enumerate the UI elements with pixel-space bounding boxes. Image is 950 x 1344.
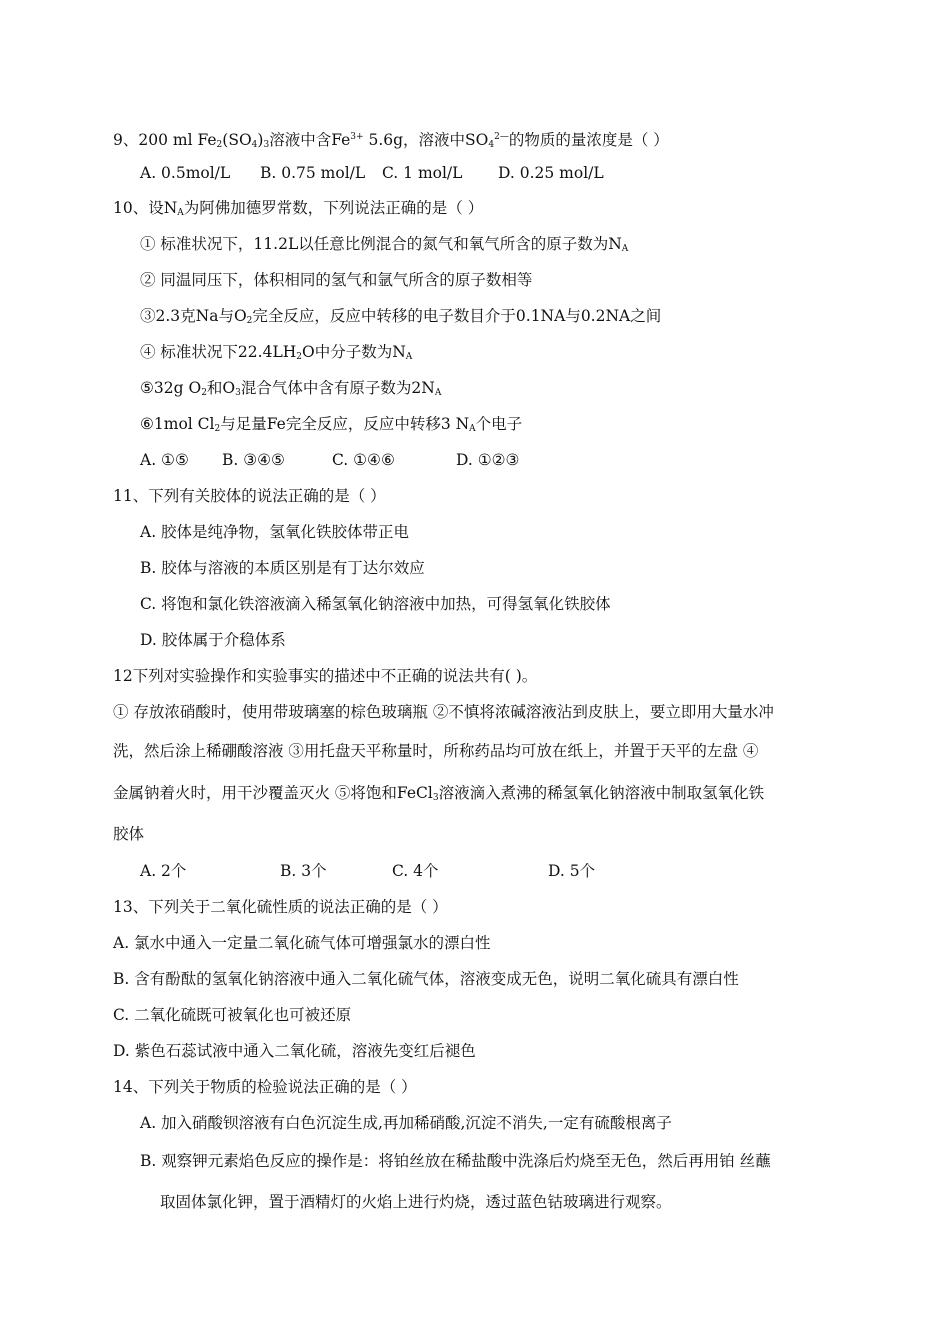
q11-option-d: D. 胶体属于介稳体系 [140,631,286,649]
q10-statement-4: ④ 标准状况下$22.4LH_2O$中分子数为$N_A$ [140,343,413,362]
q12-paragraph-line-4: 胶体 [113,825,145,843]
q12-stem: 12下列对实验操作和实验事实的描述中不正确的说法共有( )。 [113,667,538,685]
q11-option-c: C. 将饱和氯化铁溶液滴入稀氢氧化钠溶液中加热，可得氢氧化铁胶体 [140,595,611,613]
q10-statement-5: ⑤32g $O_2$和$O_3$混合气体中含有原子数为$2N_A$ [140,379,442,398]
q10-stem: 10、设$N_A$为阿佛加德罗常数，下列说法正确的是（ ） [113,199,484,218]
q12-option-a: A. 2个 [140,862,187,880]
q9-option-d: D. 0.25 mol/L [498,164,604,182]
q12-option-d: D. 5个 [548,862,596,880]
q13-option-d: D. 紫色石蕊试液中通入二氧化硫，溶液先变红后褪色 [113,1042,476,1060]
q9-option-b: B. 0.75 mol/L [260,164,366,182]
q9-options [140,163,604,183]
q10-option-a: A. ①⑤ [140,451,189,469]
q10-options [140,450,519,470]
q10-statement-3: ③2.3克Na与$O_2$完全反应，反应中转移的电子数目介于0.1NA与0.2NA之间 [140,307,662,326]
q10-option-c: C. ①④⑥ [332,451,395,469]
q11-stem: 11、下列有关胶体的说法正确的是（ ） [113,487,386,505]
q14-option-b-line-1: B. 观察钾元素焰色反应的操作是：将铂丝放在稀盐酸中洗涤后灼烧至无色，然后再用铂 丝蘸 [140,1152,771,1170]
q9-option-c: C. 1 mol/L [382,164,463,182]
q9-stem: 9、200 ml $Fe_2(SO_4)_3$溶液中含$Fe^{3+}$ 5.6g，溶液中$SO_4^{2—}$的物质的量浓度是（ ） [113,131,669,150]
q10-statement-1: ① 标准状况下，11.2L以任意比例混合的氮气和氧气所含的原子数为$N_A$ [140,235,629,254]
q12-option-c: C. 4个 [392,862,439,880]
q12-paragraph-line-3: 金属钠着火时，用干沙覆盖灭火 ⑤将饱和FeCl$_3$溶液滴入煮沸的稀氢氧化钠溶液中制取氢氧化铁 [113,784,765,803]
q13-stem: 13、下列关于二氧化硫性质的说法正确的是（ ） [113,898,448,916]
q11-option-a: A. 胶体是纯净物，氢氧化铁胶体带正电 [140,523,410,541]
q14-option-a: A. 加入硝酸钡溶液有白色沉淀生成,再加稀硝酸,沉淀不消失,一定有硫酸根离子 [140,1114,672,1132]
q12-options [140,861,595,881]
q10-statement-6: ⑥1mol $Cl_2$与足量Fe完全反应，反应中转移3 $N_A$个电子 [140,415,523,434]
q10-statement-2: ② 同温同压下，体积相同的氢气和氩气所含的原子数相等 [140,271,533,289]
q14-stem: 14、下列关于物质的检验说法正确的是（ ） [113,1078,417,1096]
q12-option-b: B. 3个 [280,862,327,880]
q13-option-b: B. 含有酚酞的氢氧化钠溶液中通入二氧化硫气体，溶液变成无色，说明二氧化硫具有漂白性 [113,970,739,988]
q12-paragraph-line-1: ① 存放浓硝酸时，使用带玻璃塞的棕色玻璃瓶 ②不慎将浓碱溶液沾到皮肤上，要立即用大量水冲 [113,703,774,721]
q10-option-b: B. ③④⑤ [222,451,285,469]
q11-option-b: B. 胶体与溶液的本质区别是有丁达尔效应 [140,559,425,577]
q14-option-b-line-2: 取固体氯化钾，置于酒精灯的火焰上进行灼烧，透过蓝色钴玻璃进行观察。 [160,1193,672,1211]
q13-option-c: C. 二氧化硫既可被氧化也可被还原 [113,1006,352,1024]
q10-option-d: D. ①②③ [456,451,520,469]
q9-option-a: A. 0.5mol/L [140,164,231,182]
q13-option-a: A. 氯水中通入一定量二氧化硫气体可增强氯水的漂白性 [113,934,491,952]
q12-paragraph-line-2: 洗，然后涂上稀硼酸溶液 ③用托盘天平称量时，所称药品均可放在纸上，并置于天平的左盘 ④ [113,742,759,760]
